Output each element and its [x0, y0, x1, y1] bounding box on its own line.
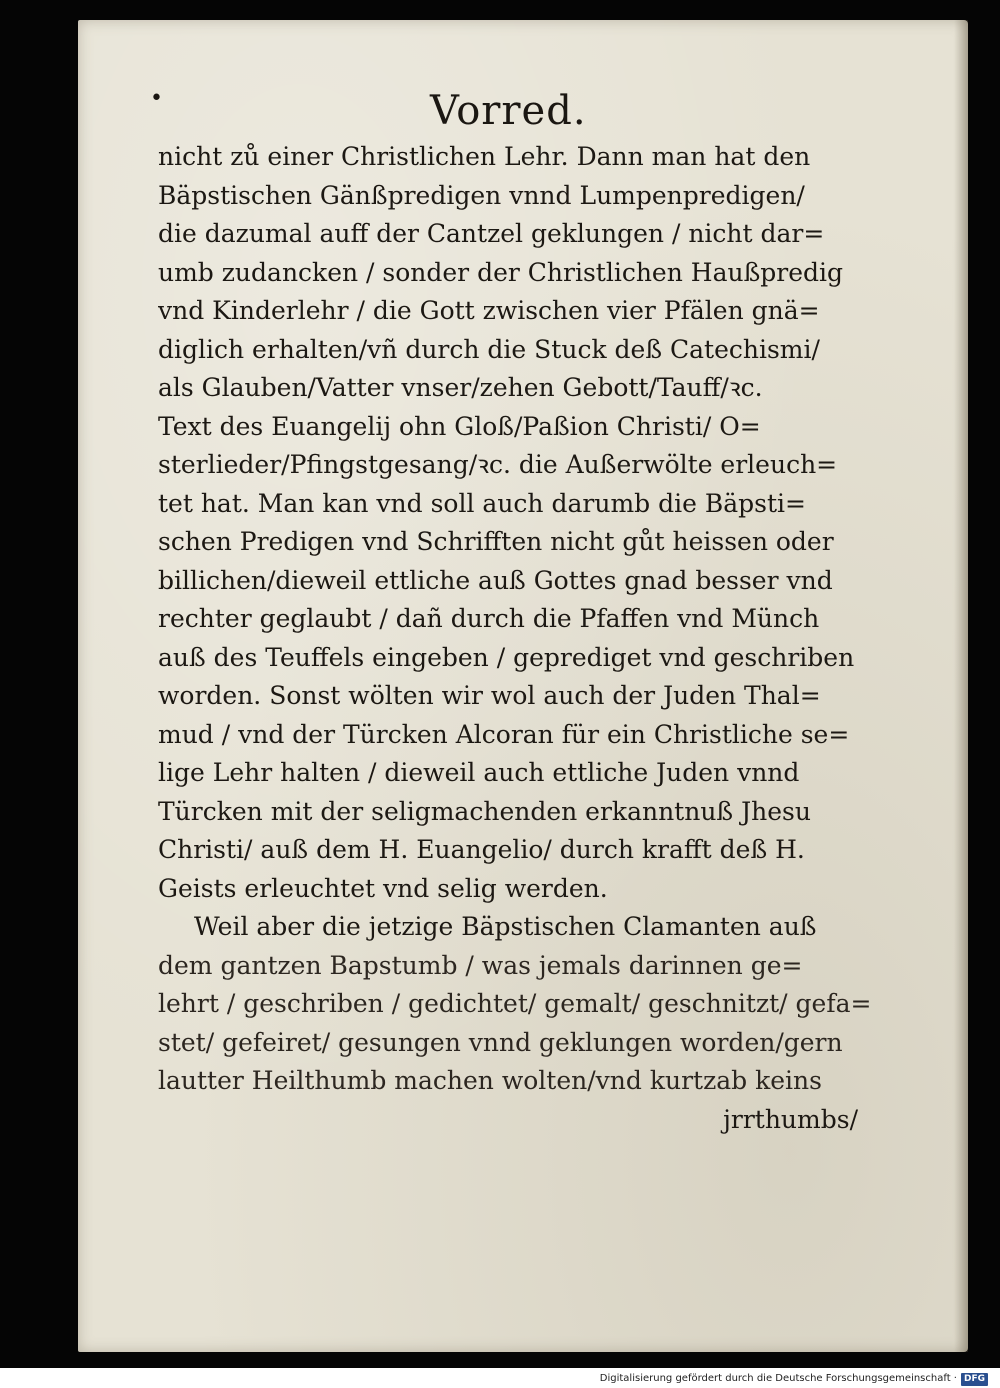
text-line: stet/ gefeiret/ gesungen vnnd geklungen worden/gern [158, 1027, 843, 1057]
paragraph-start-line: Weil aber die jetzige Bäpstischen Clamanten auß [194, 912, 817, 941]
text-line: diglich erhalten/vñ durch die Stuck deß Catechismi/ [158, 334, 820, 364]
text-line: auß des Teuffels eingeben / geprediget vnd geschriben [158, 642, 855, 672]
text-line: schen Predigen vnd Schrifften nicht gůt heissen oder [158, 527, 834, 556]
dfg-logo: DFG [961, 1373, 988, 1386]
text-line: lige Lehr halten / dieweil auch ettliche Juden vnnd [158, 758, 800, 787]
folio-mark: • [150, 86, 163, 111]
text-line: worden. Sonst wölten wir wol auch der Juden Thal= [158, 681, 821, 710]
text-line: als Glauben/Vatter vnser/zehen Gebott/Tauff/ꝛc. [158, 373, 763, 402]
text-line: rechter geglaubt / dañ durch die Pfaffen vnd Münch [158, 604, 820, 633]
text-line: lautter Heilthumb machen wolten/vnd kurtzab keins [158, 1066, 822, 1095]
funding-credit: Digitalisierung gefördert durch die Deutsche Forschungsgemeinschaft · [599, 1373, 957, 1384]
digitization-footer [600, 1372, 988, 1386]
text-line: Text des Euangelij ohn Gloß/Paßion Christi/ O= [158, 411, 761, 441]
text-line: tet hat. Man kan vnd soll auch darumb die Bäpsti= [158, 488, 806, 518]
text-line: nicht zů einer Christlichen Lehr. Dann man hat den [158, 142, 811, 171]
page-edge-shadow [954, 20, 968, 1352]
body-text [158, 138, 878, 1139]
catchword: jrrthumbs/ [723, 1104, 858, 1134]
text-line: vnd Kinderlehr / die Gott zwischen vier Pfälen gnä= [158, 296, 820, 325]
text-line: Bäpstischen Gänßpredigen vnnd Lumpenpredigen/ [158, 180, 805, 210]
running-head: Vorred. [430, 88, 587, 134]
text-line: lehrt / geschriben / gedichtet/ gemalt/ geschnitzt/ gefa= [158, 989, 872, 1018]
text-line: mud / vnd der Türcken Alcoran für ein Christliche se= [158, 719, 850, 749]
text-line: dem gantzen Bapstumb / was jemals darinnen ge= [158, 950, 803, 980]
text-line: Christi/ auß dem H. Euangelio/ durch krafft deß H. [158, 835, 805, 864]
text-line: Geists erleuchtet vnd selig werden. [158, 873, 608, 903]
text-line: die dazumal auff der Cantzel geklungen / nicht dar= [158, 219, 825, 248]
text-line: sterlieder/Pfingstgesang/ꝛc. die Außerwölte erleuch= [158, 450, 838, 479]
text-line: Türcken mit der seligmachenden erkanntnuß Jhesu [158, 796, 811, 826]
text-line: billichen/dieweil ettliche auß Gottes gnad besser vnd [158, 565, 833, 595]
text-line: umb zudancken / sonder der Christlichen Haußpredig [158, 257, 844, 287]
